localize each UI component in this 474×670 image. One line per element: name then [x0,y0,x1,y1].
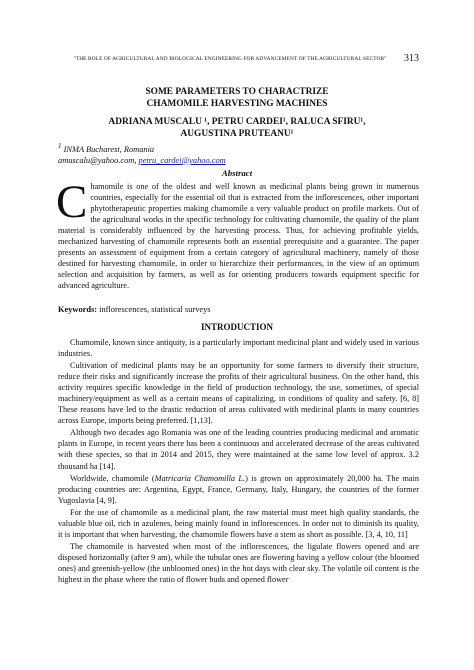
title-line-2: CHAMOMILE HARVESTING MACHINES [146,99,328,109]
author-list [30,116,444,140]
paragraph-3: Although two decades ago Romania was one of the leading countries producing medicinal and aromatic plants in Europe, in recent years there has been a continuous and accelerated decrease of the areas cultivated with these species, so that in 2014 and 2015, they were maintained at the same low level of approx. 3.2 thousand ha [14]. [58,428,419,471]
affiliation-marker: 1 [58,142,62,150]
section-heading-introduction: INTRODUCTION [200,322,273,332]
species-name: Matricaria Chamomilla L. [154,473,246,483]
abstract-text: hamomile is one of the oldest and well known as medicinal plants being grown in numerous countries, especially for the essential oil that is extracted from the inflorescences, other important phytotherapeutic properties making chamomile a very valuable product on profile markets. Out of the agricultural works in the specific technology for cultivating chamomile, the quality of the plant material is considerably influenced by the harvesting process. Thus, for achieving profitable yields, mechanized harvesting of chamomile represents both an essential prerequisite and a guarantee. The paper presents an assessment of equipment from a certain category of agricultural machinery, namely of those destined for harvesting chamomile, in order to hierarchize their performances, in the view of an optimum selection and acquisition by farmers, as well as for orienting producers towards equipment specific for advanced agriculture. [58,182,419,291]
paragraph-4 [58,473,419,506]
introduction-body [58,337,419,585]
paper-title [30,86,444,110]
paragraph-2: Cultivation of medicinal plants may be an opportunity for some farmers to diversify their structure, reduce their risks and significantly increase the profits of their agricultural business. On the other hand, this activity requires specific knowledge in the field of production technology, the use, sometimes, of special machinery/equipment as well as a certain means of capitalizing, in conditions of quality and safety. [6, 8] These reasons have led to the drastic reduction of areas cultivated with medicinal plants in many countries across Europe, imports being preferred. [1,13]. [58,361,419,426]
affiliation-block [58,141,226,166]
authors-line-1: ADRIANA MUSCALU ¹, PETRU CARDEI¹, RALUCA SFIRU¹, [108,117,366,127]
keywords [58,305,211,314]
keywords-text: inflorescences, statistical surveys [97,305,211,314]
authors-line-2: AUGUSTINA PRUTEANU¹ [180,129,294,139]
keywords-label: Keywords: [58,305,98,314]
paragraph-1: Chamomile, known since antiquity, is a particularly important medicinal plant and widely used in various industries. [58,338,419,359]
affiliation-text: INMA Bucharest, Romania [63,144,155,154]
paragraph-4-start: Worldwide, chamomile ( [70,473,155,483]
drop-cap: C [56,176,88,228]
abstract-body [56,176,419,291]
email-line [58,155,226,166]
email-1: amuscalu@yahoo.com, [58,155,137,165]
email-link[interactable]: petru_cardei@yahoo.com [138,155,226,165]
affiliation [58,141,226,155]
paragraph-4-end: ) is grown on approximately 20,000 ha. The main producing countries are: Argentina, Egypt, France, Germany, Italy, Hungary, the countries of the former Yugoslavia [4, 9]. [58,473,419,505]
page-number: 313 [404,53,419,64]
paragraph-5: For the use of chamomile as a medicinal plant, the raw material must meet high quality standards, the valuable blue oil, rich in azulenes, being mainly found in inflorescences. In order not to diminish its quality, it is important that when harvesting, the chamomile flowers have a stem as short as possible. [3, 4, 10, 11] [58,507,419,539]
running-head: "THE ROLE OF AGRICULTURAL AND BIOLOGICAL ENGINEERING FOR ADVANCEMENT OF THE AGRICULTURAL SECTOR" [73,56,387,62]
abstract-heading: Abstract [221,168,253,178]
title-line-1: SOME PARAMETERS TO CHARACTRIZE [145,87,329,97]
paragraph-6: The chamomile is harvested when most of the inflorescences, the ligulate flowers opened and are disposed horizontally (after 9 am), while the tubular ones are flowering having a yellow colour (the bloomed ones) and greenish-yellow (the unbloomed ones) in the hot days with clear sky. The volatile oil content is the highest in the phase where the ratio of flower buds and opened flower [58,541,419,584]
